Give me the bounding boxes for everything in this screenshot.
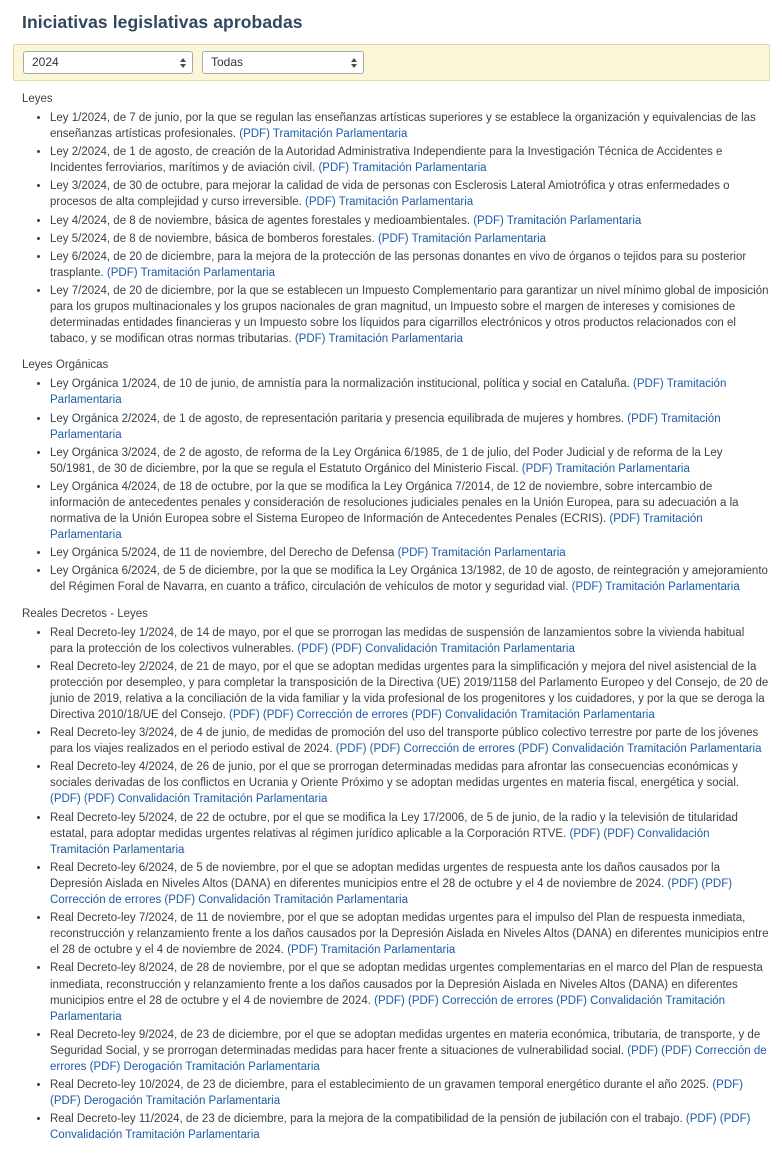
law-text: Real Decreto-ley 10/2024, de 23 de diciembre, para el establecimiento de un gravamen temporal energético durante el año 2025. — [50, 1079, 710, 1092]
pdf-link[interactable]: (PDF) — [294, 333, 326, 346]
pdf-link[interactable]: (PDF) — [661, 1044, 692, 1057]
tramitacion-parlamentaria-link[interactable]: Tramitación Parlamentaria — [411, 232, 547, 245]
tramitacion-parlamentaria-link[interactable]: Tramitación Parlamentaria — [338, 196, 474, 209]
pdf-link[interactable]: (PDF) — [667, 877, 699, 890]
law-item — [50, 725, 770, 757]
law-text: Ley Orgánica 2/2024, de 1 de agosto, de representación paritaria y presencia equilibrada de mujeres y hombres. — [50, 412, 625, 425]
correccion-de-errores-link[interactable]: Corrección de errores — [50, 894, 162, 907]
law-text: Real Decreto-ley 6/2024, de 5 de noviembre, por el que se adoptan medidas urgentes de respuesta ante los daños causados por la Depresión Aislada en Niveles Altos (DANA) en diferentes municipios entre el 28 de octubre y el 4 de noviembre de 2024. — [50, 861, 720, 890]
section-label: Leyes Orgánicas — [22, 359, 109, 372]
pdf-link[interactable]: (PDF) — [712, 1079, 743, 1092]
type-select-wrap — [202, 51, 364, 74]
law-text: Real Decreto-ley 3/2024, de 4 de junio, de medidas de promoción del uso del transporte público colectivo terrestre por parte de los jóvenes para los viajes realizados en el periodo estival de 2024. — [50, 727, 759, 756]
pdf-link[interactable]: (PDF) — [89, 1060, 121, 1073]
law-item — [50, 445, 770, 477]
pdf-link[interactable]: (PDF) — [287, 944, 318, 957]
year-select-wrap — [23, 51, 193, 74]
law-item — [50, 249, 770, 281]
convalidacion-link[interactable]: Convalidación — [637, 827, 710, 840]
tramitacion-parlamentaria-link[interactable]: Tramitación Parlamentaria — [320, 944, 456, 957]
year-select[interactable] — [23, 51, 193, 74]
law-text: Real Decreto-ley 2/2024, de 21 de mayo, por el que se adoptan medidas urgentes para la simplificación y mejora del nivel asistencial de la protección por desempleo, y para completar la transposición de la Directiva (UE) 2019/1158 del Parlamento Europeo y del Consejo, de 20 de junio de 2019, relativa a la conciliación de la vida familiar y la vida profesional de los progenitores y los cuidadores, y por la que se deroga la Directiva 2010/18/UE del Consejo. — [50, 660, 769, 721]
law-text: Ley 7/2024, de 20 de diciembre, por la que se establecen un Impuesto Complementario para garantizar un nivel mínimo global de imposición para los grupos multinacionales y los grupos nacionales de gran magnitud, un Impuesto sobre el margen de intereses y comisiones de determinadas entidades financieras y un Impuesto sobre los líquidos para cigarrillos electrónicos y otros productos relacionados con el tabaco, y se modifican otras normas tributarias. — [50, 284, 769, 346]
law-text: Ley Orgánica 3/2024, de 2 de agosto, de reforma de la Ley Orgánica 6/1985, de 1 de julio, del Poder Judicial y de reforma de la Ley 50/1981, de 30 de diciembre, por la que se regula el Estatuto Orgánico del Ministerio Fiscal. — [50, 446, 723, 475]
pdf-link[interactable]: (PDF) — [627, 1044, 658, 1057]
tramitacion-parlamentaria-link[interactable]: Tramitación Parlamentaria — [506, 214, 642, 227]
law-list — [13, 625, 770, 1144]
convalidacion-link[interactable]: Convalidación — [551, 743, 625, 756]
law-item — [50, 144, 770, 176]
law-item — [50, 1111, 770, 1143]
law-text: Ley 5/2024, de 8 de noviembre, básica de bomberos forestales. — [50, 232, 375, 245]
pdf-link[interactable]: (PDF) — [473, 214, 504, 227]
tramitacion-parlamentaria-link[interactable]: Tramitación Parlamentaria — [520, 709, 655, 721]
law-item — [50, 545, 770, 561]
pdf-link[interactable]: (PDF) — [297, 642, 329, 655]
section-label: Reales Decretos - Leyes — [22, 607, 148, 620]
tramitacion-parlamentaria-link[interactable]: Tramitación Parlamentaria — [440, 642, 575, 655]
pdf-link[interactable]: (PDF) — [571, 581, 603, 594]
pdf-link[interactable]: (PDF) — [556, 994, 587, 1007]
law-text: Ley Orgánica 1/2024, de 10 de junio, de amnistía para la normalización institucional, política y social en Cataluña. — [50, 378, 630, 391]
legislation-sections — [13, 93, 770, 1143]
law-item — [50, 1027, 770, 1075]
law-text: Ley 1/2024, de 7 de junio, por la que se regulan las enseñanzas artísticas superiores y se establece la organización y equivalencias de las enseñanzas artísticas profesionales. — [50, 112, 756, 141]
pdf-link[interactable]: (PDF) — [633, 378, 664, 391]
law-text: Ley 4/2024, de 8 de noviembre, básica de agentes forestales y medioambientales. — [50, 214, 471, 227]
law-item — [50, 659, 770, 723]
section-label: Leyes — [22, 93, 53, 105]
tramitacion-parlamentaria-link[interactable]: Tramitación Parlamentaria — [50, 513, 703, 542]
pdf-link[interactable]: (PDF) — [609, 513, 641, 526]
correccion-de-errores-link[interactable]: Corrección de errores — [50, 1044, 767, 1073]
convalidacion-link[interactable]: Convalidación — [50, 1129, 123, 1142]
law-item — [50, 1077, 770, 1109]
tramitacion-parlamentaria-link[interactable]: Tramitación Parlamentaria — [273, 894, 408, 907]
law-item — [50, 860, 770, 908]
pdf-link[interactable]: (PDF) — [83, 793, 115, 806]
convalidacion-link[interactable]: Convalidación — [198, 894, 271, 907]
pdf-link[interactable]: (PDF) — [106, 266, 138, 279]
convalidacion-link[interactable]: Convalidación — [365, 642, 438, 655]
tramitacion-parlamentaria-link[interactable]: Tramitación Parlamentaria — [627, 743, 762, 756]
derogacion-link[interactable]: Derogación — [83, 1095, 143, 1108]
tramitacion-parlamentaria-link[interactable]: Tramitación Parlamentaria — [193, 793, 328, 806]
pdf-link[interactable]: (PDF) — [331, 642, 362, 655]
pdf-link[interactable]: (PDF) — [318, 162, 350, 175]
tramitacion-parlamentaria-link[interactable]: Tramitación Parlamentaria — [50, 994, 726, 1023]
tramitacion-parlamentaria-link[interactable]: Tramitación Parlamentaria — [145, 1095, 281, 1108]
pdf-link[interactable]: (PDF) — [517, 743, 549, 756]
section-reales-decretos-leyes — [13, 608, 770, 1144]
type-select[interactable] — [202, 51, 364, 74]
convalidacion-link[interactable]: Convalidación — [590, 994, 663, 1007]
pdf-link[interactable]: (PDF) — [569, 827, 601, 840]
law-text: Real Decreto-ley 8/2024, de 28 de noviembre, por el que se adoptan medidas urgentes complementarias en el marco del Plan de respuesta inmediata, reconstrucción y relanzamiento frente a los daños causados por la Depresión Aislada en Niveles Altos (DANA) en diferentes municipios entre el 28 de octubre y el 4 de noviembre de 2024. — [50, 962, 763, 1007]
law-text: Real Decreto-ley 5/2024, de 22 de octubre, por el que se modifica la Ley 17/2006, de 5 de junio, de la radio y la televisión de titularidad estatal, para adoptar medidas urgentes relativas al régimen jurídico aplicable a la Corporación RTVE. — [50, 811, 738, 840]
law-text: Ley 6/2024, de 20 de diciembre, para la mejora de la protección de las personas donantes en vivo de órganos o tejidos para su posterior trasplante. — [50, 250, 747, 279]
section-leyes-organicas — [13, 359, 770, 595]
pdf-link[interactable]: (PDF) — [603, 827, 635, 840]
pdf-link[interactable]: (PDF) — [164, 894, 196, 907]
law-text: Ley Orgánica 4/2024, de 18 de octubre, por la que se modifica la Ley Orgánica 7/2014, de 12 de noviembre, sobre intercambio de información de antecedentes penales y consideración de resoluciones judiciales penales en la Unión Europea, para su adecuación a la normativa de la Unión Europea sobre el Sistema Europeo de Información de Antecedentes Penales (ECRIS). — [50, 480, 739, 526]
law-list — [13, 110, 770, 347]
law-text: Ley Orgánica 6/2024, de 5 de diciembre, por la que se modifica la Ley Orgánica 13/1982, de 10 de agosto, de reintegración y amejoramiento del Régimen Foral de Navarra, en cuanto a tráfico, circulación de vehículos de motor y seguridad vial. — [50, 565, 768, 594]
tramitacion-parlamentaria-link[interactable]: Tramitación Parlamentaria — [555, 462, 690, 475]
correccion-de-errores-link[interactable]: Corrección de errores — [441, 994, 554, 1007]
law-item — [50, 283, 770, 347]
law-item — [50, 213, 770, 229]
filter-bar — [13, 44, 770, 81]
pdf-link[interactable]: (PDF) — [262, 709, 294, 721]
law-item — [50, 810, 770, 858]
pdf-link[interactable]: (PDF) — [369, 743, 401, 756]
pdf-link[interactable]: (PDF) — [411, 709, 442, 721]
pdf-link[interactable]: (PDF) — [50, 793, 81, 806]
tramitacion-parlamentaria-link[interactable]: Tramitación Parlamentaria — [185, 1060, 320, 1073]
tramitacion-parlamentaria-link[interactable]: Tramitación Parlamentaria — [50, 412, 721, 441]
tramitacion-parlamentaria-link[interactable]: Tramitación Parlamentaria — [605, 581, 740, 594]
pdf-link[interactable]: (PDF) — [397, 547, 429, 560]
law-item — [50, 960, 770, 1024]
correccion-de-errores-link[interactable]: Corrección de errores — [296, 709, 408, 721]
tramitacion-parlamentaria-link[interactable]: Tramitación Parlamentaria — [50, 843, 185, 856]
law-text: Ley 3/2024, de 30 de octubre, para mejorar la calidad de vida de personas con Esclerosis Lateral Amiotrófica y otras enfermedades o procesos de alta complejidad y curso irreversible. — [50, 180, 730, 209]
pdf-link[interactable]: (PDF) — [239, 128, 270, 141]
pdf-link[interactable]: (PDF) — [701, 877, 733, 890]
tramitacion-parlamentaria-link[interactable]: Tramitación Parlamentaria — [125, 1129, 260, 1142]
law-text: Real Decreto-ley 9/2024, de 23 de diciembre, por el que se adoptan medidas urgentes en materia económica, tributaria, de transporte, y de Seguridad Social, y se prorrogan determinadas medidas para hacer frente a situaciones de vulnerabilidad social. — [50, 1028, 761, 1057]
law-item — [50, 178, 770, 210]
tramitacion-parlamentaria-link[interactable]: Tramitación Parlamentaria — [328, 333, 463, 346]
pdf-link[interactable]: (PDF) — [685, 1113, 717, 1126]
pdf-link[interactable]: (PDF) — [521, 462, 553, 475]
pdf-link[interactable]: (PDF) — [719, 1113, 751, 1126]
law-item — [50, 910, 770, 958]
law-item — [50, 563, 770, 595]
tramitacion-parlamentaria-link[interactable]: Tramitación Parlamentaria — [50, 378, 727, 407]
correccion-de-errores-link[interactable]: Corrección de errores — [403, 743, 515, 756]
law-list — [13, 376, 770, 595]
law-text: Real Decreto-ley 7/2024, de 11 de noviembre, por el que se adoptan medidas urgentes para el impulso del Plan de respuesta inmediata, reconstrucción y relanzamiento frente a los daños causados por la Depresión Aislada en Niveles Altos (DANA) en diferentes municipios entre el 28 de octubre y el 4 de noviembre de 2024. — [50, 912, 769, 957]
tramitacion-parlamentaria-link[interactable]: Tramitación Parlamentaria — [352, 162, 487, 175]
pdf-link[interactable]: (PDF) — [50, 1095, 81, 1108]
pdf-link[interactable]: (PDF) — [335, 743, 367, 756]
law-text: Real Decreto-ley 11/2024, de 23 de diciembre, para la mejora de la compatibilidad de la pensión de jubilación con el trabajo. — [50, 1113, 683, 1126]
law-item — [50, 231, 770, 247]
law-item — [50, 376, 770, 408]
section-leyes — [13, 93, 770, 347]
tramitacion-parlamentaria-link[interactable]: Tramitación Parlamentaria — [431, 547, 566, 560]
tramitacion-parlamentaria-link[interactable]: Tramitación Parlamentaria — [140, 266, 276, 279]
law-item — [50, 411, 770, 443]
pdf-link[interactable]: (PDF) — [627, 412, 658, 425]
law-text: Real Decreto-ley 4/2024, de 26 de junio, por el que se prorrogan determinadas medidas para afrontar las consecuencias económicas y sociales derivadas de los conflictos en Ucrania y Oriente Próximo y se adoptan medidas urgentes en materia fiscal, energética y social. — [50, 761, 740, 790]
pdf-link[interactable]: (PDF) — [229, 709, 260, 721]
convalidacion-link[interactable]: Convalidación — [445, 709, 518, 721]
pdf-link[interactable]: (PDF) — [377, 232, 409, 245]
law-text: Ley 2/2024, de 1 de agosto, de creación de la Autoridad Administrativa Independiente para la Investigación Técnica de Accidentes e Incidentes ferroviarios, marítimos y de aviación civil. — [50, 146, 723, 175]
convalidacion-link[interactable]: Convalidación — [117, 793, 190, 806]
pdf-link[interactable]: (PDF) — [305, 196, 336, 209]
law-text: Ley Orgánica 5/2024, de 11 de noviembre, del Derecho de Defensa — [50, 547, 395, 560]
law-item — [50, 625, 770, 657]
pdf-link[interactable]: (PDF) — [408, 994, 439, 1007]
derogacion-link[interactable]: Derogación — [123, 1060, 183, 1073]
law-item — [50, 110, 770, 142]
page-title: Iniciativas legislativas aprobadas — [22, 12, 303, 32]
tramitacion-parlamentaria-link[interactable]: Tramitación Parlamentaria — [272, 128, 408, 141]
law-text: Real Decreto-ley 1/2024, de 14 de mayo, por el que se prorrogan las medidas de suspensión de lanzamientos sobre la vivienda habitual para la protección de los colectivos vulnerables. — [50, 626, 745, 655]
pdf-link[interactable]: (PDF) — [374, 994, 405, 1007]
law-item — [50, 479, 770, 543]
law-item — [50, 759, 770, 807]
